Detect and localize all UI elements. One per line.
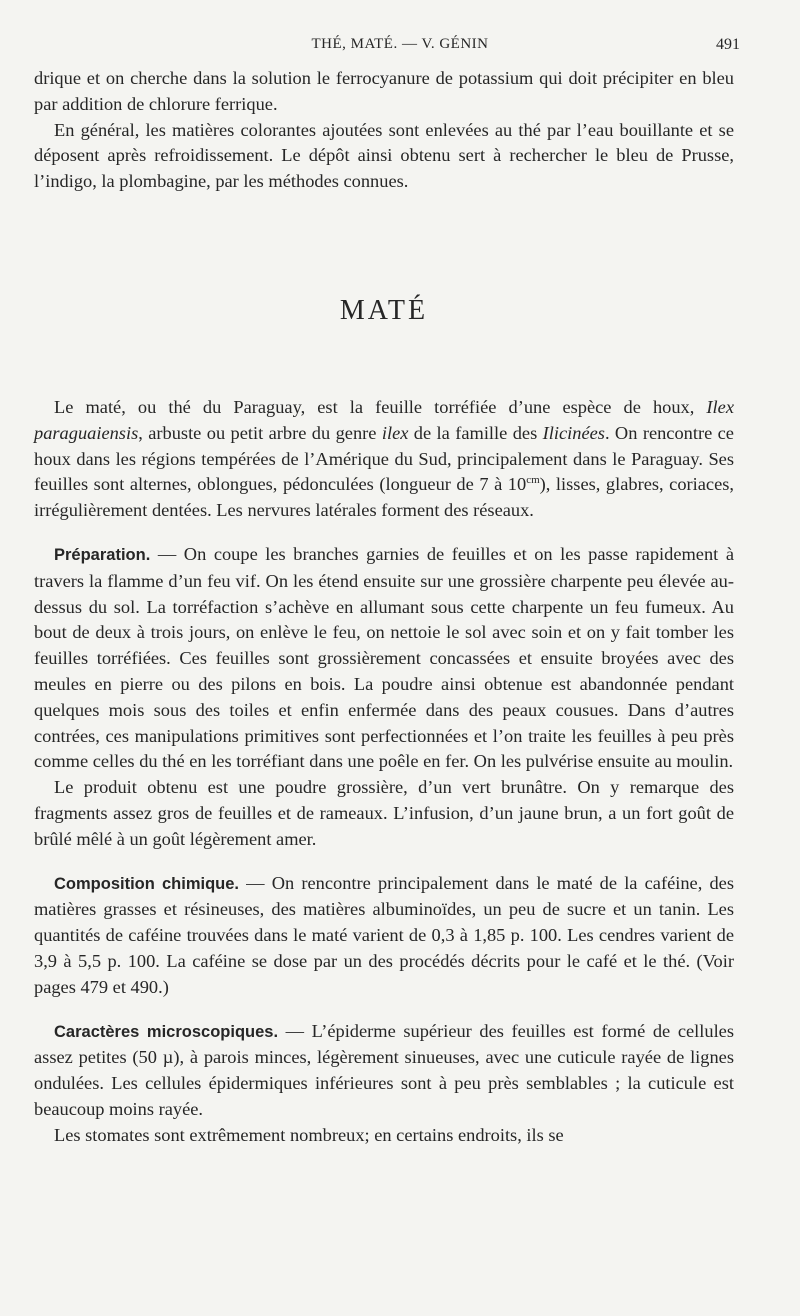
- section-title: MATÉ: [339, 294, 429, 326]
- genus-name: ilex: [381, 422, 409, 443]
- desc-end: ), lisses, glabres, coriaces, irrégulièrement dentées. Les nervures latérales forment des réseaux.: [34, 474, 734, 521]
- desc-mid3: . On rencontre ce houx dans les régions tempérées de l’Amérique du Sud, principalement dans le Paraguay. Ses feuilles sont alternes, oblongues, pédonculées (longueur de 7 à 10: [34, 422, 734, 495]
- desc-start: Le maté, ou thé du Paraguay, est la feuille torréfiée d’une espèce de houx,: [54, 396, 695, 417]
- microscopic-paragraph: [34, 1019, 734, 1123]
- body-text: [34, 66, 734, 1149]
- family-name: Ilicinées: [542, 422, 605, 443]
- microscopic-text: — L’épiderme supérieur des feuilles est formé de cellules assez petites (50 µ), à parois minces, légèrement sinueuses, avec une cuticule rayée de lignes ondulées. Les cellules épidermiques inférieures sont à peu près semblables ; la cuticule est beaucoup moins rayée.: [34, 1020, 734, 1119]
- intro-paragraph-continued: drique et on cherche dans la solution le ferrocyanure de potassium qui doit précipiter en bleu par addition de chlorure ferrique.: [34, 68, 734, 114]
- preparation-text: — On coupe les branches garnies de feuilles et on les passe rapidement à travers la flamme d’un feu vif. On les étend ensuite sur une grossière charpente peu élevée au-dessus du sol. La torréfaction s’achève en allumant sous cette charpente un feu fumeux. Au bout de deux à trois jours, on enlève le feu, on nettoie le sol avec soin et on y fait tomber les feuilles torréfiées. Ces feuilles sont grossièrement concassées et ensuite broyées avec des meules en pierre ou des pilons en bois. La poudre ainsi obtenue est abandonnée pendant quelques mois sous des toiles et enfin enfermée dans des peaux cousues. Dans d’autres contrées, ces manipulations primitives sont perfectionnées et l’on traite les feuilles à peu près comme celles du thé en les torréfiant dans une poêle en fer. On les pulvérise ensuite au moulin.: [34, 543, 734, 772]
- product-paragraph: Le produit obtenu est une poudre grossière, d’un vert brunâtre. On y remarque des fragments assez gros de feuilles et de rameaux. L’infusion, d’un jaune brun, a un fort goût de brûlé mêlé à un goût légèrement amer.: [34, 777, 734, 849]
- intro-paragraph-colorants: En général, les matières colorantes ajoutées sont enlevées au thé par l’eau bouillante et se déposent après refroidissement. Le dépôt ainsi obtenu sert à rechercher le bleu de Prusse, l’indigo, la plombagine, par les méthodes connues.: [34, 119, 734, 192]
- composition-heading: Composition chimique.: [54, 874, 239, 893]
- stomata-paragraph: Les stomates sont extrêmement nombreux; en certains endroits, ils se: [54, 1124, 564, 1145]
- page-number: 491: [716, 36, 740, 53]
- running-title: THÉ, MATÉ. — V. GÉNIN: [311, 36, 489, 52]
- desc-mid2: de la famille des: [413, 422, 538, 443]
- page-header: [0, 36, 800, 60]
- desc-mid1: , arbuste ou petit arbre du genre: [138, 422, 377, 443]
- composition-paragraph: [34, 871, 734, 1001]
- preparation-paragraph: [34, 542, 734, 775]
- preparation-heading: Préparation.: [54, 545, 151, 564]
- composition-text: — On rencontre principalement dans le maté de la caféine, des matières grasses et résineuses, des matières albuminoïdes, un peu de sucre et un tanin. Les quantités de caféine trouvées dans le maté varient de 0,3 à 1,85 p. 100. Les cendres varient de 3,9 à 5,5 p. 100. La caféine se dose par un des procédés décrits pour le café et le thé. (Voir pages 479 et 490.): [34, 872, 734, 997]
- microscopic-heading: Caractères microscopiques.: [54, 1022, 279, 1041]
- species-name: Ilex paraguaiensis: [34, 396, 734, 443]
- description-paragraph: [34, 395, 734, 524]
- unit-superscript: cm: [526, 474, 540, 487]
